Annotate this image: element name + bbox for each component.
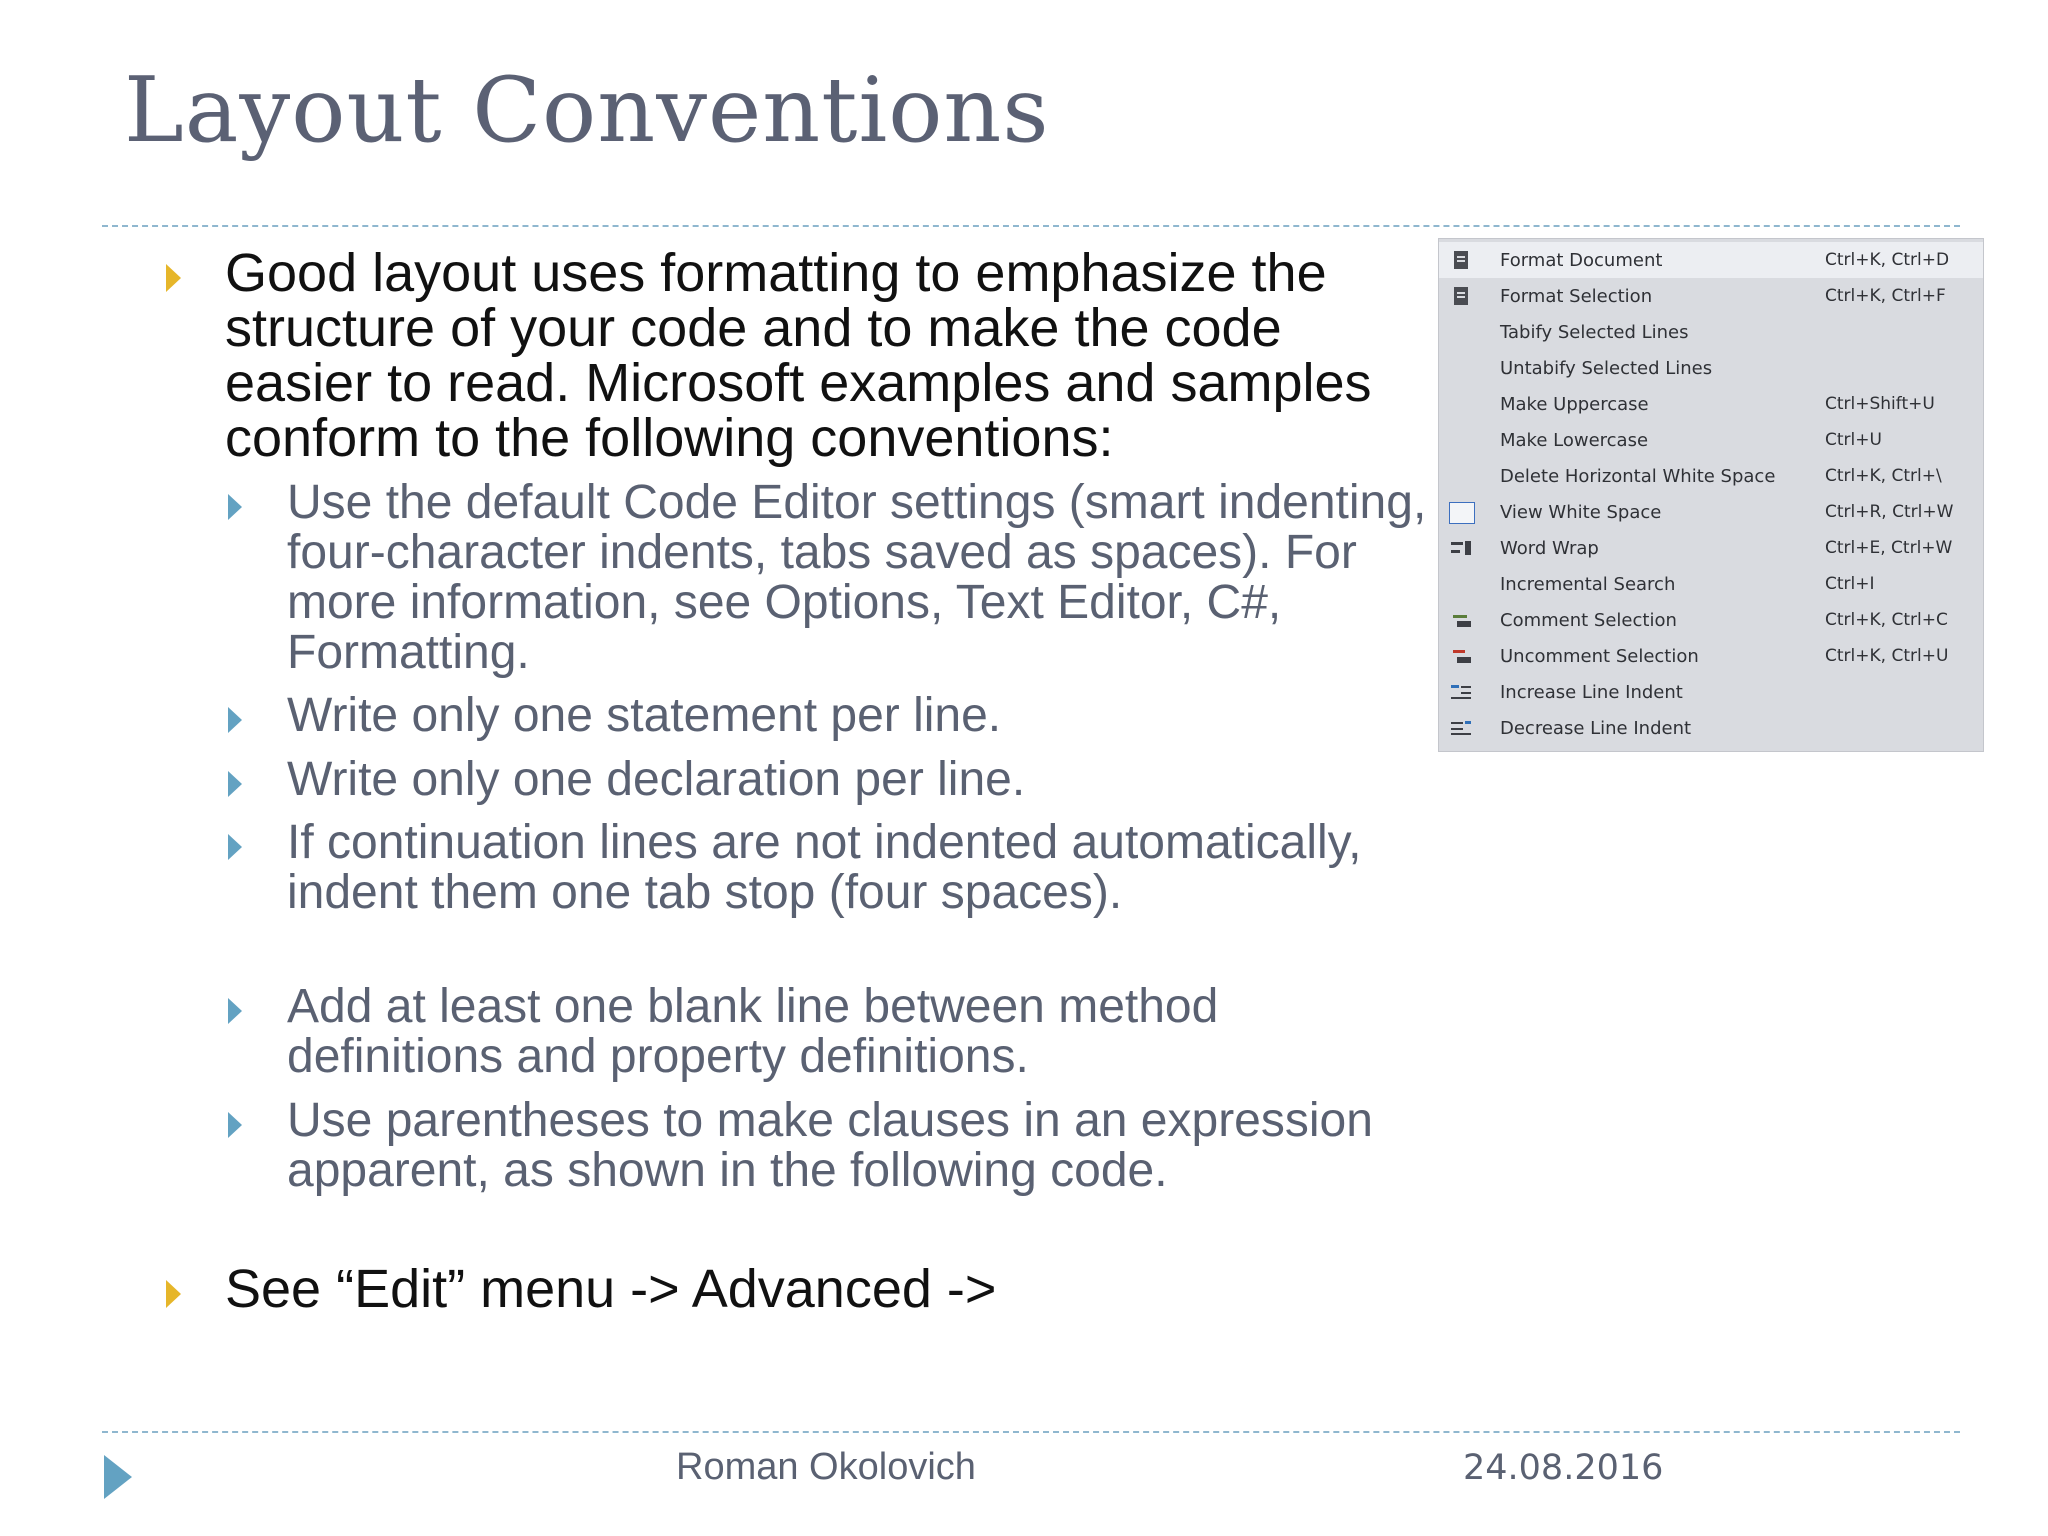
menu-item-shortcut: Ctrl+K, Ctrl+F: [1825, 286, 1946, 306]
menu-item-make-uppercase[interactable]: [1439, 386, 1983, 422]
menu-item-shortcut: Ctrl+K, Ctrl+U: [1825, 646, 1949, 666]
menu-item-label: Delete Horizontal White Space: [1500, 466, 1776, 487]
top-divider: [102, 225, 1960, 227]
menu-item-format-selection[interactable]: [1439, 278, 1983, 314]
menu-item-label: Word Wrap: [1500, 538, 1599, 559]
menu-item-increase-line-indent[interactable]: [1439, 674, 1983, 710]
menu-item-uncomment-selection[interactable]: [1439, 638, 1983, 674]
menu-item-word-wrap[interactable]: [1439, 530, 1983, 566]
bullet-arrow-icon: [166, 264, 181, 292]
subbullet-arrow-icon: [228, 771, 242, 797]
uncomment-icon: [1451, 647, 1471, 665]
subbullet-arrow-icon: [228, 834, 242, 860]
bullet-text: Good layout uses formatting to emphasize the structure of your code and to make the code easier to read. Microsoft examples and samples conform to the following conventions:: [225, 243, 1372, 468]
menu-item-shortcut: Ctrl+I: [1825, 574, 1875, 594]
document-icon: [1454, 287, 1468, 305]
subbullet-parentheses: [287, 1096, 1427, 1196]
menu-item-decrease-line-indent[interactable]: [1439, 710, 1983, 746]
menu-item-label: Uncomment Selection: [1500, 646, 1699, 667]
subbullet-text: Add at least one blank line between method definitions and property definitions.: [287, 980, 1219, 1083]
menu-item-shortcut: Ctrl+E, Ctrl+W: [1825, 538, 1953, 558]
menu-item-delete-horizontal-white-space[interactable]: [1439, 458, 1983, 494]
subbullet-arrow-icon: [228, 707, 242, 733]
document-icon: [1454, 251, 1468, 269]
menu-item-label: Decrease Line Indent: [1500, 718, 1692, 739]
subbullet-text: Write only one declaration per line.: [287, 753, 1026, 806]
bullet-text: See “Edit” menu -> Advanced ->: [225, 1259, 997, 1319]
menu-item-incremental-search[interactable]: [1439, 566, 1983, 602]
menu-item-label: View White Space: [1500, 502, 1662, 523]
menu-item-label: Comment Selection: [1500, 610, 1677, 631]
bullet-good-layout: [225, 243, 1425, 468]
bullet-see-edit-menu: [225, 1259, 1425, 1319]
subbullet-blank-line: [287, 982, 1427, 1082]
footer-date: 24.08.2016: [1463, 1448, 1664, 1488]
subbullet-text: Use parentheses to make clauses in an expression apparent, as shown in the following code.: [287, 1094, 1373, 1197]
menu-item-label: Format Selection: [1500, 286, 1653, 307]
bottom-divider: [102, 1431, 1960, 1433]
menu-item-format-document[interactable]: [1439, 242, 1983, 278]
menu-item-shortcut: Ctrl+R, Ctrl+W: [1825, 502, 1954, 522]
menu-item-label: Increase Line Indent: [1500, 682, 1683, 703]
menu-item-label: Incremental Search: [1500, 574, 1676, 595]
menu-item-label: Make Lowercase: [1500, 430, 1649, 451]
menu-item-label: Untabify Selected Lines: [1500, 358, 1713, 379]
subbullet-text: If continuation lines are not indented automatically, indent them one tab stop (four spaces).: [287, 816, 1362, 919]
menu-item-shortcut: Ctrl+K, Ctrl+\: [1825, 466, 1942, 486]
bullet-arrow-icon: [166, 1280, 181, 1308]
subbullet-default-settings: [287, 478, 1427, 678]
footer-author: Roman Okolovich: [676, 1446, 976, 1488]
slide-title: Layout Conventions: [124, 58, 1050, 163]
word-wrap-icon: [1451, 539, 1471, 557]
indent-icon: [1451, 683, 1471, 701]
menu-item-shortcut: Ctrl+Shift+U: [1825, 394, 1935, 414]
subbullet-text: Write only one statement per line.: [287, 689, 1002, 742]
outdent-icon: [1451, 719, 1471, 737]
advanced-menu-screenshot: [1438, 238, 1984, 752]
menu-item-label: Make Uppercase: [1500, 394, 1649, 415]
menu-item-shortcut: Ctrl+K, Ctrl+D: [1825, 250, 1950, 270]
subbullet-continuation-lines: [287, 818, 1427, 918]
menu-item-make-lowercase[interactable]: [1439, 422, 1983, 458]
white-space-icon: [1449, 502, 1475, 524]
menu-item-label: Format Document: [1500, 250, 1663, 271]
footer-arrow-icon: [104, 1455, 132, 1499]
menu-item-untabify-selected-lines[interactable]: [1439, 350, 1983, 386]
menu-item-tabify-selected-lines[interactable]: [1439, 314, 1983, 350]
subbullet-arrow-icon: [228, 998, 242, 1024]
menu-item-shortcut: Ctrl+U: [1825, 430, 1882, 450]
subbullet-one-statement: [287, 691, 1427, 741]
menu-item-label: Tabify Selected Lines: [1500, 322, 1689, 343]
subbullet-arrow-icon: [228, 494, 242, 520]
menu-item-comment-selection[interactable]: [1439, 602, 1983, 638]
subbullet-one-declaration: [287, 755, 1427, 805]
menu-item-view-white-space[interactable]: [1439, 494, 1983, 530]
subbullet-text: Use the default Code Editor settings (smart indenting, four-character indents, tabs saved as spaces). For more information, see Options, Text Editor, C#, Formatting.: [287, 476, 1427, 679]
comment-icon: [1451, 611, 1471, 629]
subbullet-arrow-icon: [228, 1112, 242, 1138]
menu-item-shortcut: Ctrl+K, Ctrl+C: [1825, 610, 1948, 630]
